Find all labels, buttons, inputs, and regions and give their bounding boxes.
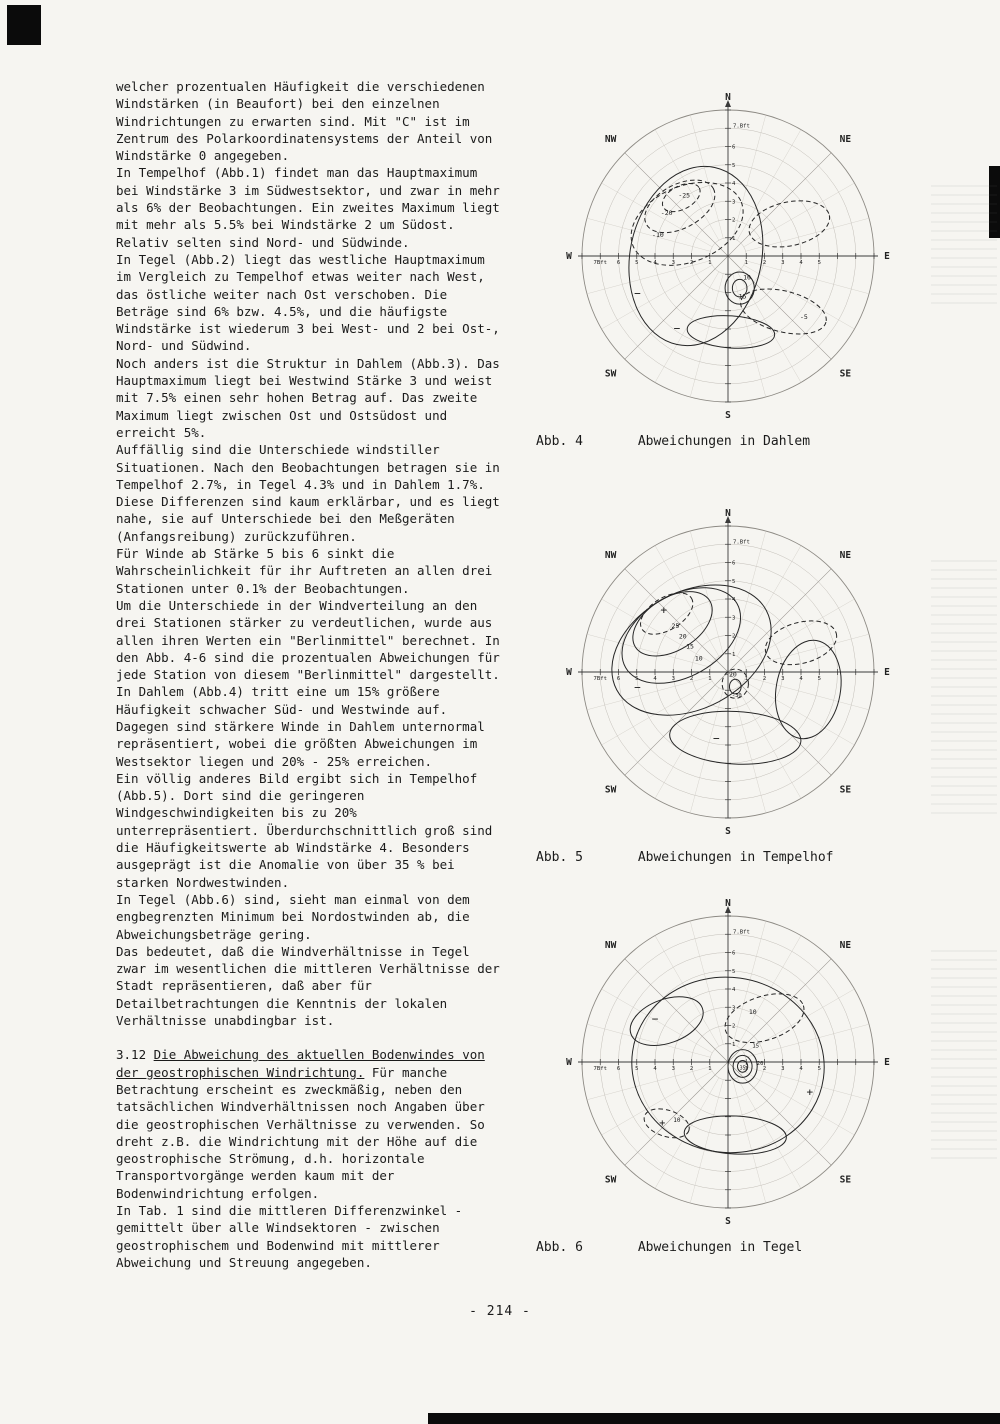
svg-text:-25: -25 <box>678 191 691 200</box>
body-paragraphs-after <box>116 1202 504 1271</box>
svg-text:NE: NE <box>839 133 852 145</box>
svg-text:4: 4 <box>799 1066 803 1072</box>
figure-caption-abb5 <box>528 850 938 865</box>
svg-text:W: W <box>566 251 572 263</box>
svg-text:+: + <box>660 603 668 617</box>
svg-text:6: 6 <box>732 950 736 957</box>
body-paragraph: Um die Unterschiede in der Windverteilung an den drei Stationen stärker zu verdeutlichen, wurde aus allen ihren Werten ein "Berlinmittel" berechnet. In den Abb. 4-6 sind die prozentualen Abweichungen für jede Station von diesem "Berlinmittel" dargestellt. In Dahlem (Abb.4) tritt eine um 15% größere Häufigkeit schwacher Süd- und Westwinde auf. Dagegen sind stärkere Winde in Dahlem unternormal repräsentiert, wobei die größten Abweichungen im Westsektor liegen und 20% - 25% erreichen. <box>116 597 500 769</box>
svg-text:5: 5 <box>817 676 821 682</box>
svg-text:6: 6 <box>732 560 736 567</box>
svg-text:1: 1 <box>732 1041 736 1048</box>
body-paragraph: Das bedeutet, daß die Windverhältnisse in Tegel zwar im wesentlichen die mittleren Verhältnisse der Stadt repräsentieren, daß aber für Detailbetrachtungen die Kenntnis der lokalen Verhältnisse unabdingbar ist. <box>116 943 500 1029</box>
svg-text:5: 5 <box>817 260 821 266</box>
page-number: - 214 - <box>469 1304 531 1319</box>
body-paragraphs <box>116 78 504 1029</box>
svg-text:NE: NE <box>839 939 852 951</box>
polar-axes <box>578 906 878 1208</box>
svg-text:25: 25 <box>671 622 680 631</box>
bleedthrough-smudge <box>931 950 997 1160</box>
bleedthrough-smudge <box>931 560 997 820</box>
svg-text:SW: SW <box>604 784 617 796</box>
polar-chart-tegel <box>528 896 928 1236</box>
svg-text:-5: -5 <box>800 312 808 321</box>
svg-text:NW: NW <box>604 133 617 145</box>
caption-label: Abb. 5 <box>536 850 583 865</box>
svg-text:-10: -10 <box>652 231 664 240</box>
polar-axes <box>578 516 878 818</box>
figure-abb6 <box>528 896 938 1255</box>
section-body: Für manche Betrachtung erscheint es zweckmäßig, neben den tatsächlichen Windverhältnissen noch Angaben über die geostrophischen Verhältnisse zu verwenden. So dreht z.B. die Windrichtung mit der Höhe auf die geostrophische Strömung, d.h. horizontale Transportvorgänge werden kaum mit der Bodenwindrichtung erfolgen. <box>116 1064 485 1201</box>
svg-text:2: 2 <box>689 1066 694 1072</box>
caption-text: Abweichungen in Dahlem <box>637 434 811 449</box>
svg-text:35: 35 <box>739 1065 746 1072</box>
svg-text:S: S <box>725 826 731 838</box>
svg-text:2: 2 <box>732 1023 736 1030</box>
svg-text:N: N <box>725 92 731 104</box>
body-paragraph: welcher prozentualen Häufigkeit die verschiedenen Windstärken (in Beaufort) bei den einzelnen Windrichtungen zu erwarten sind. Mit "C" ist im Zentrum des Polarkoordinatensystems der Anteil von Windstärke 0 angegeben. <box>116 79 493 164</box>
svg-text:S: S <box>725 410 731 422</box>
svg-text:4: 4 <box>799 260 803 266</box>
svg-text:−: − <box>673 321 681 335</box>
svg-text:S: S <box>725 1216 731 1228</box>
body-paragraph: Auffällig sind die Unterschiede windstiller Situationen. Nach den Beobachtungen betragen sie in Tempelhof 2.7%, in Tegel 4.3% und in Dahlem 1.7%. Diese Differenzen sind kaum erklärbar, und es liegt nahe, sie auf Unterschiede bei den Meßgeräten (Anfangsreibung) zurückzuführen. <box>116 442 500 544</box>
svg-text:7Bft: 7Bft <box>593 260 607 266</box>
svg-text:5: 5 <box>635 260 639 266</box>
section-number: 3.12 <box>116 1047 154 1063</box>
polar-chart-tempelhof <box>528 506 928 846</box>
svg-text:3: 3 <box>671 1066 675 1072</box>
svg-text:−: − <box>634 680 641 694</box>
svg-text:NE: NE <box>839 549 852 561</box>
caption-text: Abweichungen in Tegel <box>637 1240 803 1255</box>
svg-text:NW: NW <box>604 549 617 561</box>
svg-text:7Bft: 7Bft <box>593 1066 607 1072</box>
svg-text:W: W <box>566 1057 572 1069</box>
svg-text:N: N <box>725 898 731 910</box>
svg-text:SW: SW <box>604 368 617 380</box>
svg-text:+: + <box>659 1118 666 1130</box>
svg-text:10: 10 <box>673 1116 681 1124</box>
svg-text:1: 1 <box>708 1066 712 1072</box>
svg-text:5: 5 <box>817 1066 821 1072</box>
body-paragraph: Für Winde ab Stärke 5 bis 6 sinkt die Wahrscheinlichkeit für ihr Auftreten an allen drei Stationen unter 0.1% der Beobachtungen. <box>116 546 493 596</box>
svg-text:4: 4 <box>653 676 657 682</box>
svg-text:4: 4 <box>732 181 736 187</box>
svg-text:7Bft: 7Bft <box>593 676 607 682</box>
svg-text:E: E <box>884 667 890 679</box>
svg-text:SE: SE <box>839 1174 852 1186</box>
svg-text:15: 15 <box>738 292 747 301</box>
bleedthrough-smudge <box>931 185 997 305</box>
body-paragraph: Ein völlig anderes Bild ergibt sich in Tempelhof (Abb.5). Dort sind die geringeren Windgeschwindigkeiten bis zu 20% unterrepräsentiert. Überdurchschnittlich groß sind die Häufigkeitswerte ab Windstärke 4. Besonders ausgeprägt ist die Anomalie von über 35 % bei starken Nordwestwinden. <box>116 770 493 890</box>
scan-artifact-top-left <box>7 5 41 45</box>
svg-text:4: 4 <box>732 597 736 603</box>
svg-text:10: 10 <box>694 654 703 663</box>
svg-text:10: 10 <box>743 273 751 282</box>
svg-text:7.Bft: 7.Bft <box>733 539 750 546</box>
svg-text:-20: -20 <box>725 670 737 679</box>
svg-text:4: 4 <box>799 676 803 682</box>
svg-text:SE: SE <box>839 784 852 796</box>
svg-text:5: 5 <box>732 162 736 169</box>
svg-text:15: 15 <box>752 1043 760 1050</box>
svg-text:2: 2 <box>762 1066 767 1072</box>
svg-text:SE: SE <box>839 368 852 380</box>
svg-text:6: 6 <box>616 260 621 266</box>
svg-text:1: 1 <box>744 260 748 266</box>
svg-text:−: − <box>713 732 720 746</box>
text-column <box>116 78 504 1271</box>
svg-text:4: 4 <box>732 987 736 993</box>
svg-text:−: − <box>651 1012 659 1026</box>
svg-text:1: 1 <box>744 1066 748 1072</box>
svg-text:5: 5 <box>635 1066 639 1072</box>
figure-caption-abb4 <box>528 434 938 449</box>
svg-text:1: 1 <box>744 676 748 682</box>
svg-text:3: 3 <box>781 676 785 682</box>
svg-text:2: 2 <box>762 676 767 682</box>
body-paragraph: In Tegel (Abb.2) liegt das westliche Hauptmaximum im Vergleich zu Tempelhof etwas weiter nach West, das östliche weiter nach Ost verschoben. Die Beträge sind 6% bzw. 4.5%, und die häufigste Windstärke ist wiederum 3 bei West- und 2 bei Ost-, Nord- und Südwind. <box>116 251 500 354</box>
svg-text:2: 2 <box>732 217 736 224</box>
caption-label: Abb. 6 <box>536 1240 583 1255</box>
svg-text:−: − <box>634 286 641 300</box>
figure-caption-abb6 <box>528 1240 938 1255</box>
svg-text:-20: -20 <box>660 209 673 218</box>
svg-text:5: 5 <box>635 676 639 682</box>
svg-text:3: 3 <box>732 1005 736 1012</box>
svg-text:1: 1 <box>732 235 736 242</box>
body-paragraph: In Tab. 1 sind die mittleren Differenzwinkel - gemittelt über alle Windsektoren - zwischen geostrophischem und Bodenwind mit mittlerer Abweichung und Streuung angegeben. <box>116 1203 463 1270</box>
svg-text:N: N <box>725 508 731 520</box>
svg-text:6: 6 <box>616 676 621 682</box>
svg-text:2: 2 <box>689 676 694 682</box>
svg-text:4: 4 <box>653 1066 657 1072</box>
svg-text:2: 2 <box>732 633 736 640</box>
svg-text:10: 10 <box>748 1007 757 1016</box>
figure-abb5 <box>528 506 938 865</box>
svg-text:-30: -30 <box>731 692 742 699</box>
scan-artifact-bottom <box>428 1413 1000 1424</box>
svg-text:6: 6 <box>732 144 736 151</box>
svg-text:4: 4 <box>653 260 657 266</box>
svg-text:SW: SW <box>604 1174 617 1186</box>
svg-text:2: 2 <box>762 260 767 266</box>
caption-label: Abb. 4 <box>536 434 583 449</box>
svg-text:20: 20 <box>678 632 687 641</box>
svg-text:3: 3 <box>671 260 675 266</box>
svg-text:5: 5 <box>732 578 736 585</box>
svg-text:W: W <box>566 667 572 679</box>
svg-text:7.Bft: 7.Bft <box>733 123 750 130</box>
svg-text:6: 6 <box>616 1066 621 1072</box>
caption-text: Abweichungen in Tempelhof <box>637 850 834 865</box>
svg-text:1: 1 <box>732 651 736 658</box>
svg-text:3: 3 <box>781 260 785 266</box>
svg-text:7.Bft: 7.Bft <box>733 929 750 936</box>
polar-chart-dahlem <box>528 90 928 430</box>
section-heading-paragraph <box>116 1046 504 1202</box>
svg-text:1: 1 <box>708 260 712 266</box>
svg-text:+: + <box>806 1085 814 1099</box>
body-paragraph: In Tegel (Abb.6) sind, sieht man einmal von dem engbegrenzten Minimum bei Nordostwinden ab, die Abweichungsbeträge gering. <box>116 891 470 942</box>
svg-text:3: 3 <box>781 1066 785 1072</box>
svg-text:20: 20 <box>756 1060 764 1067</box>
svg-text:5: 5 <box>732 968 736 975</box>
contour-annotations <box>634 604 742 745</box>
svg-text:3: 3 <box>732 615 736 622</box>
svg-text:3: 3 <box>732 199 736 206</box>
figure-abb4 <box>528 90 938 449</box>
svg-text:15: 15 <box>686 642 694 651</box>
body-paragraph: Noch anders ist die Struktur in Dahlem (Abb.3). Das Hauptmaximum liegt bei Westwind Stärke 3 und weist mit 7.5% einen sehr hohen Betrag auf. Das zweite Maximum liegt zwischen Ost und Ostsüdost und erreicht 5%. <box>116 355 500 440</box>
svg-text:3: 3 <box>671 676 675 682</box>
polar-axes <box>578 100 878 402</box>
svg-text:NW: NW <box>604 939 617 951</box>
body-paragraph: In Tempelhof (Abb.1) findet man das Hauptmaximum bei Windstärke 3 im Südwestsektor, und zwar in mehr als 6% der Beobachtungen. Ein zweites Maximum liegt mit mehr als 5.5% bei Windstärke 2 um Südost. Relativ selten sind Nord- und Südwinde. <box>116 165 500 250</box>
svg-text:E: E <box>884 1057 890 1069</box>
section-title: Die Abweichung des aktuellen Bodenwindes von der geostrophischen Windrichtung. <box>116 1047 485 1080</box>
svg-text:1: 1 <box>708 676 712 682</box>
svg-text:E: E <box>884 251 890 263</box>
svg-text:2: 2 <box>689 260 694 266</box>
